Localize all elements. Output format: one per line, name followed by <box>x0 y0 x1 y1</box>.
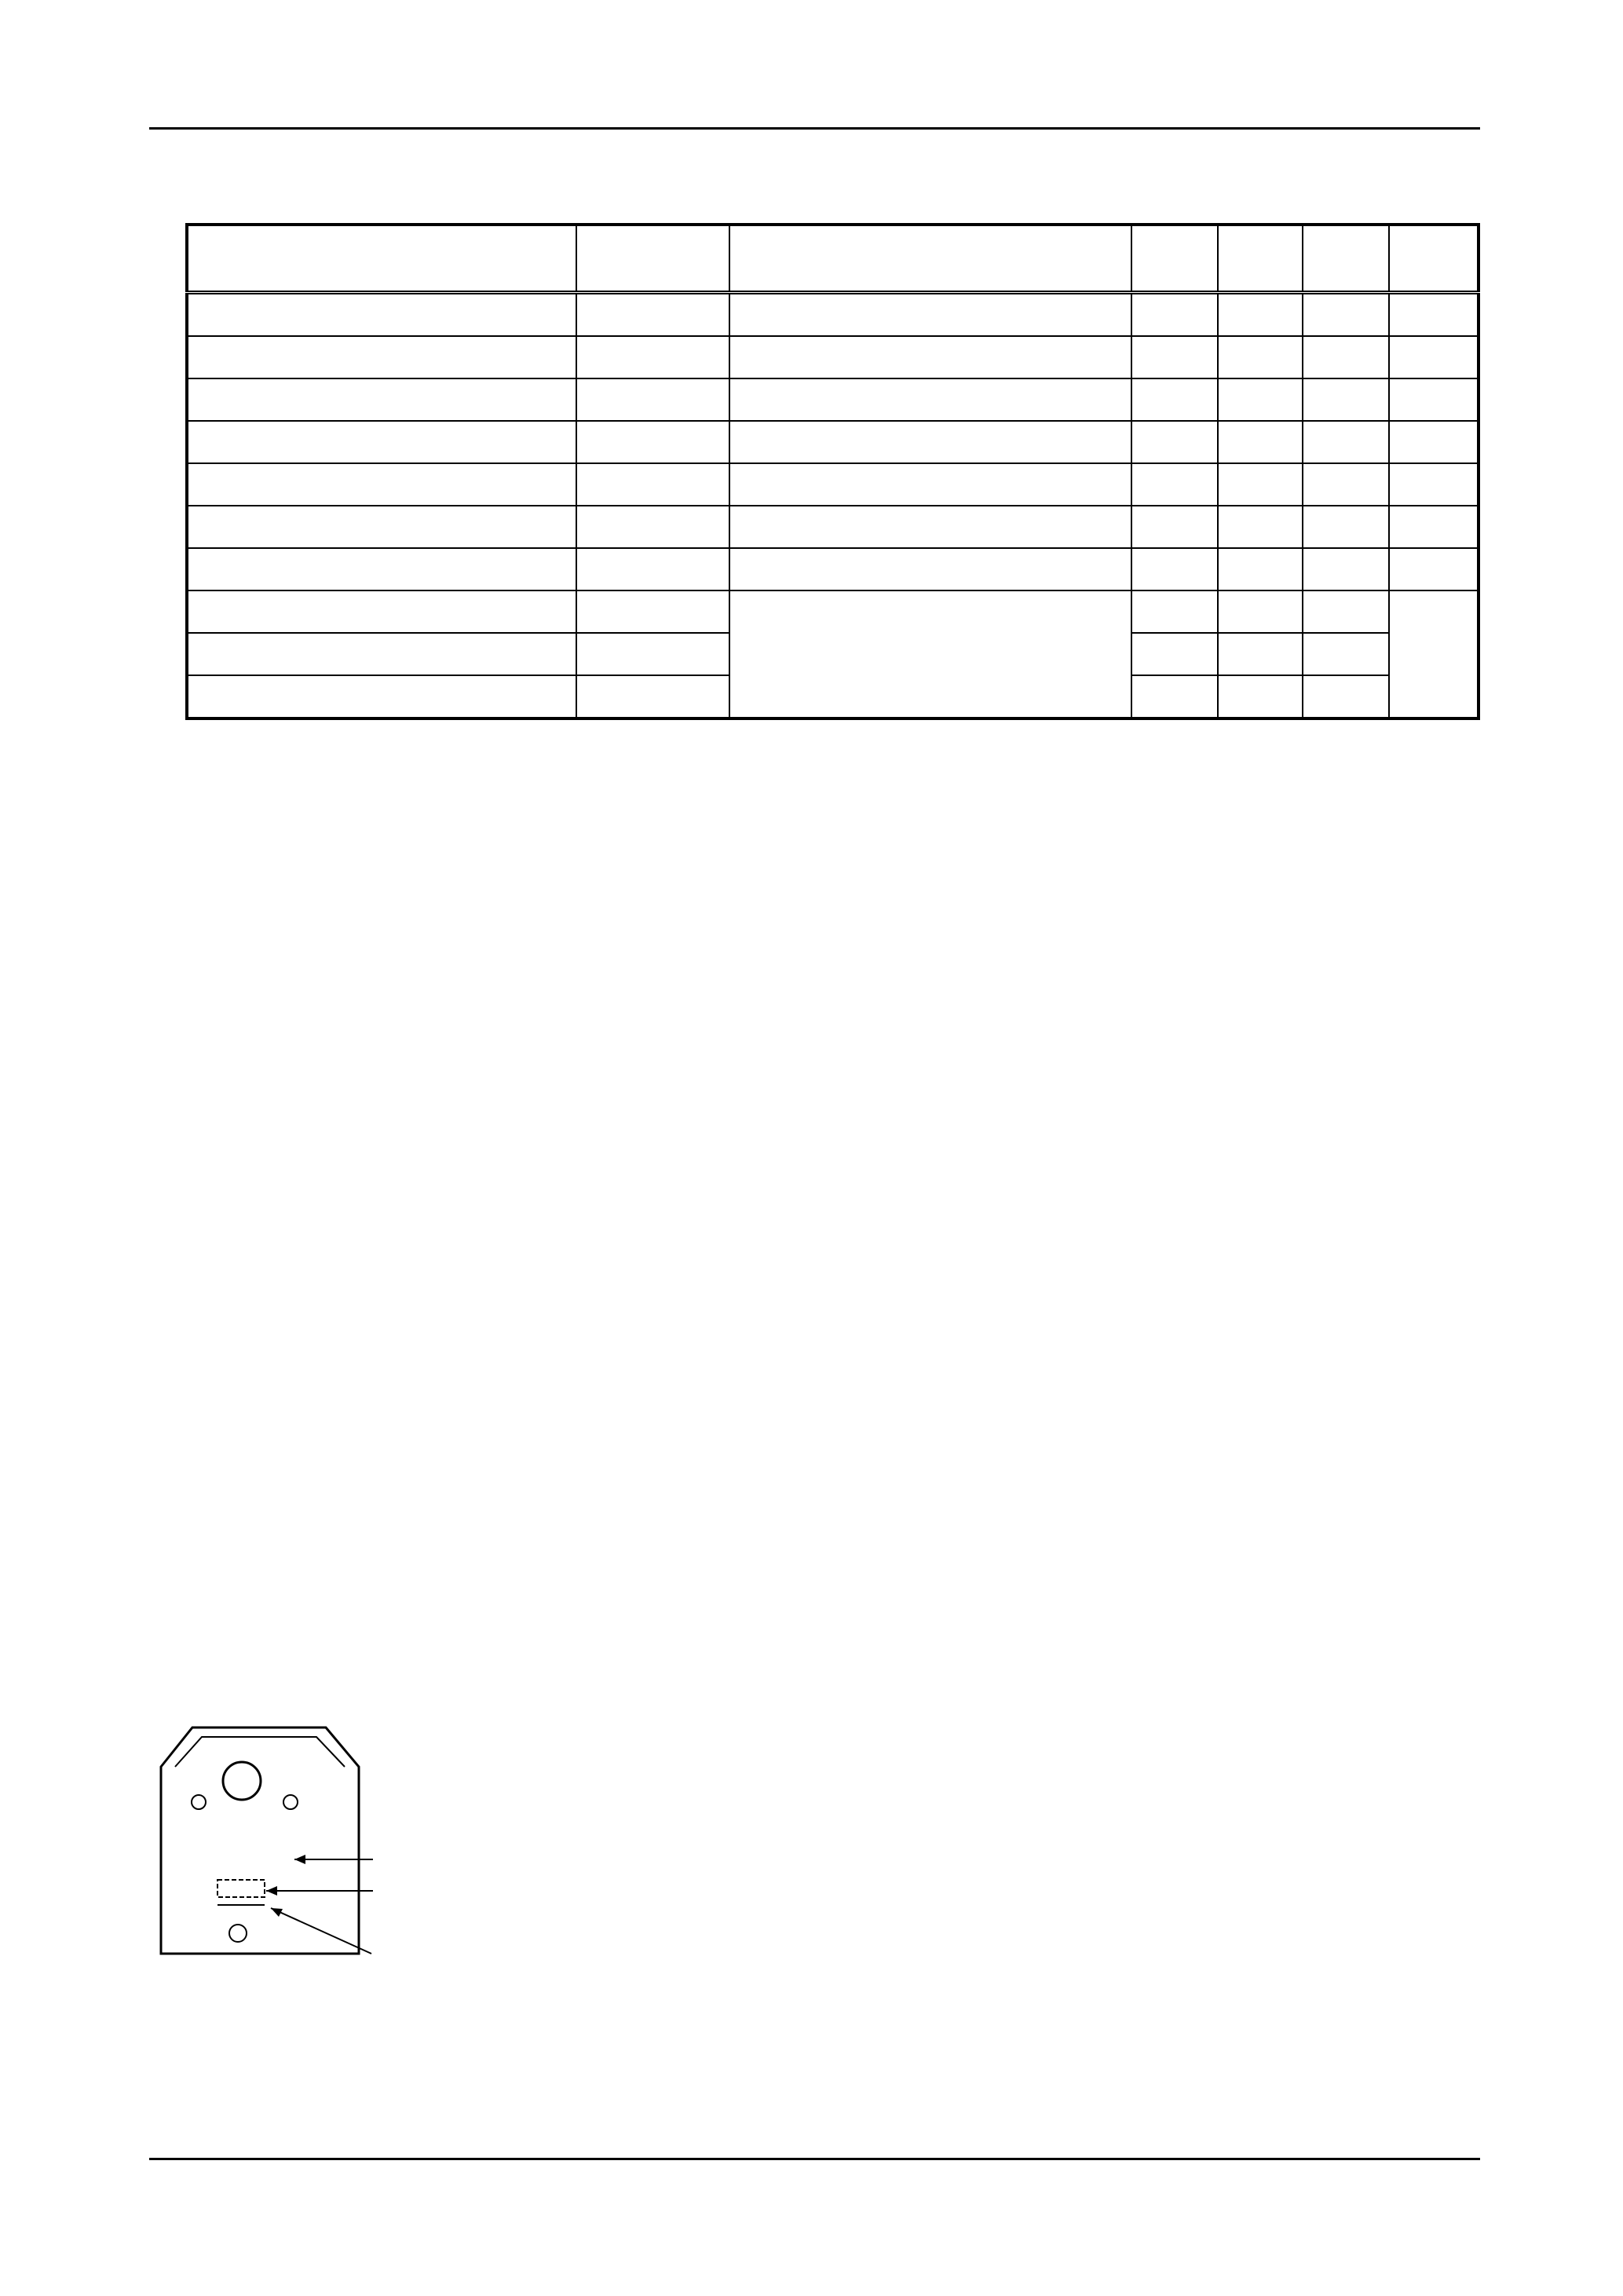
condition-cell <box>729 506 1131 548</box>
pin-mark-left <box>192 1795 206 1809</box>
max-cell <box>1303 506 1389 548</box>
symbol-cell <box>576 463 729 506</box>
characteristic-cell <box>187 421 576 463</box>
pin-mark-right <box>283 1795 298 1809</box>
footer-rule <box>149 2158 1480 2160</box>
table-row <box>187 378 1479 421</box>
characteristic-cell <box>187 336 576 378</box>
symbol-cell <box>576 590 729 633</box>
unit-cell <box>1389 463 1479 506</box>
callout-lot-arrow <box>266 1886 277 1896</box>
callout-note-arrow <box>271 1908 283 1917</box>
condition-cell <box>729 378 1131 421</box>
min-cell <box>1131 633 1218 675</box>
symbol-cell <box>576 506 729 548</box>
typ-cell <box>1218 293 1303 337</box>
min-cell <box>1131 590 1218 633</box>
package-outline <box>161 1727 359 1954</box>
condition-cell <box>729 463 1131 506</box>
min-cell <box>1131 463 1218 506</box>
characteristic-cell <box>187 463 576 506</box>
max-cell <box>1303 421 1389 463</box>
header-rule <box>149 127 1480 130</box>
min-cell <box>1131 548 1218 590</box>
typ-cell <box>1218 633 1303 675</box>
max-cell <box>1303 293 1389 337</box>
symbol-cell <box>576 336 729 378</box>
typ-cell <box>1218 675 1303 718</box>
condition-cell <box>729 293 1131 337</box>
characteristic-cell <box>187 590 576 633</box>
table-row <box>187 293 1479 337</box>
note-4-block <box>722 1724 823 1757</box>
symbol-cell <box>576 548 729 590</box>
table-row <box>187 336 1479 378</box>
unit-cell <box>1389 421 1479 463</box>
lot-box <box>217 1880 265 1897</box>
typ-cell <box>1218 421 1303 463</box>
condition-cell <box>729 336 1131 378</box>
typ-cell <box>1218 378 1303 421</box>
unit-cell <box>1389 336 1479 378</box>
header-cell <box>187 225 576 293</box>
header-cell <box>1131 225 1218 293</box>
max-cell <box>1303 675 1389 718</box>
min-cell <box>1131 293 1218 337</box>
header-cell <box>1389 225 1479 293</box>
unit-cell <box>1389 548 1479 590</box>
characteristic-cell <box>187 378 576 421</box>
typ-cell <box>1218 590 1303 633</box>
unit-cell <box>1389 506 1479 548</box>
callout-note-line <box>271 1908 371 1954</box>
symbol-cell <box>576 633 729 675</box>
table-row <box>187 548 1479 590</box>
characteristic-cell <box>187 506 576 548</box>
symbol-cell <box>576 293 729 337</box>
package-inner-outline <box>175 1737 345 1767</box>
table-row <box>187 506 1479 548</box>
header-cell <box>1303 225 1389 293</box>
unit-cell <box>1389 293 1479 337</box>
typ-cell <box>1218 506 1303 548</box>
symbol-cell <box>576 421 729 463</box>
table-row <box>187 590 1479 633</box>
typ-cell <box>1218 548 1303 590</box>
package-marking-diagram <box>153 1720 718 1987</box>
unit-cell <box>1389 590 1479 718</box>
min-cell <box>1131 675 1218 718</box>
characteristic-cell <box>187 675 576 718</box>
min-cell <box>1131 506 1218 548</box>
min-cell <box>1131 378 1218 421</box>
min-cell <box>1131 336 1218 378</box>
symbol-cell <box>576 378 729 421</box>
unit-cell <box>1389 378 1479 421</box>
electrical-table <box>185 223 1480 720</box>
header-cell <box>576 225 729 293</box>
max-cell <box>1303 336 1389 378</box>
ejector-mark <box>229 1925 247 1942</box>
callout-part-arrow <box>294 1855 305 1864</box>
condition-cell <box>729 590 1131 718</box>
typ-cell <box>1218 336 1303 378</box>
table-header-row <box>187 225 1479 293</box>
characteristic-cell <box>187 633 576 675</box>
max-cell <box>1303 633 1389 675</box>
max-cell <box>1303 590 1389 633</box>
condition-cell <box>729 421 1131 463</box>
max-cell <box>1303 463 1389 506</box>
max-cell <box>1303 548 1389 590</box>
characteristic-cell <box>187 548 576 590</box>
mounting-hole <box>223 1762 261 1800</box>
symbol-cell <box>576 675 729 718</box>
characteristic-cell <box>187 293 576 337</box>
header-cell <box>729 225 1131 293</box>
header-cell <box>1218 225 1303 293</box>
condition-cell <box>729 548 1131 590</box>
max-cell <box>1303 378 1389 421</box>
table-row <box>187 463 1479 506</box>
min-cell <box>1131 421 1218 463</box>
table-row <box>187 421 1479 463</box>
typ-cell <box>1218 463 1303 506</box>
